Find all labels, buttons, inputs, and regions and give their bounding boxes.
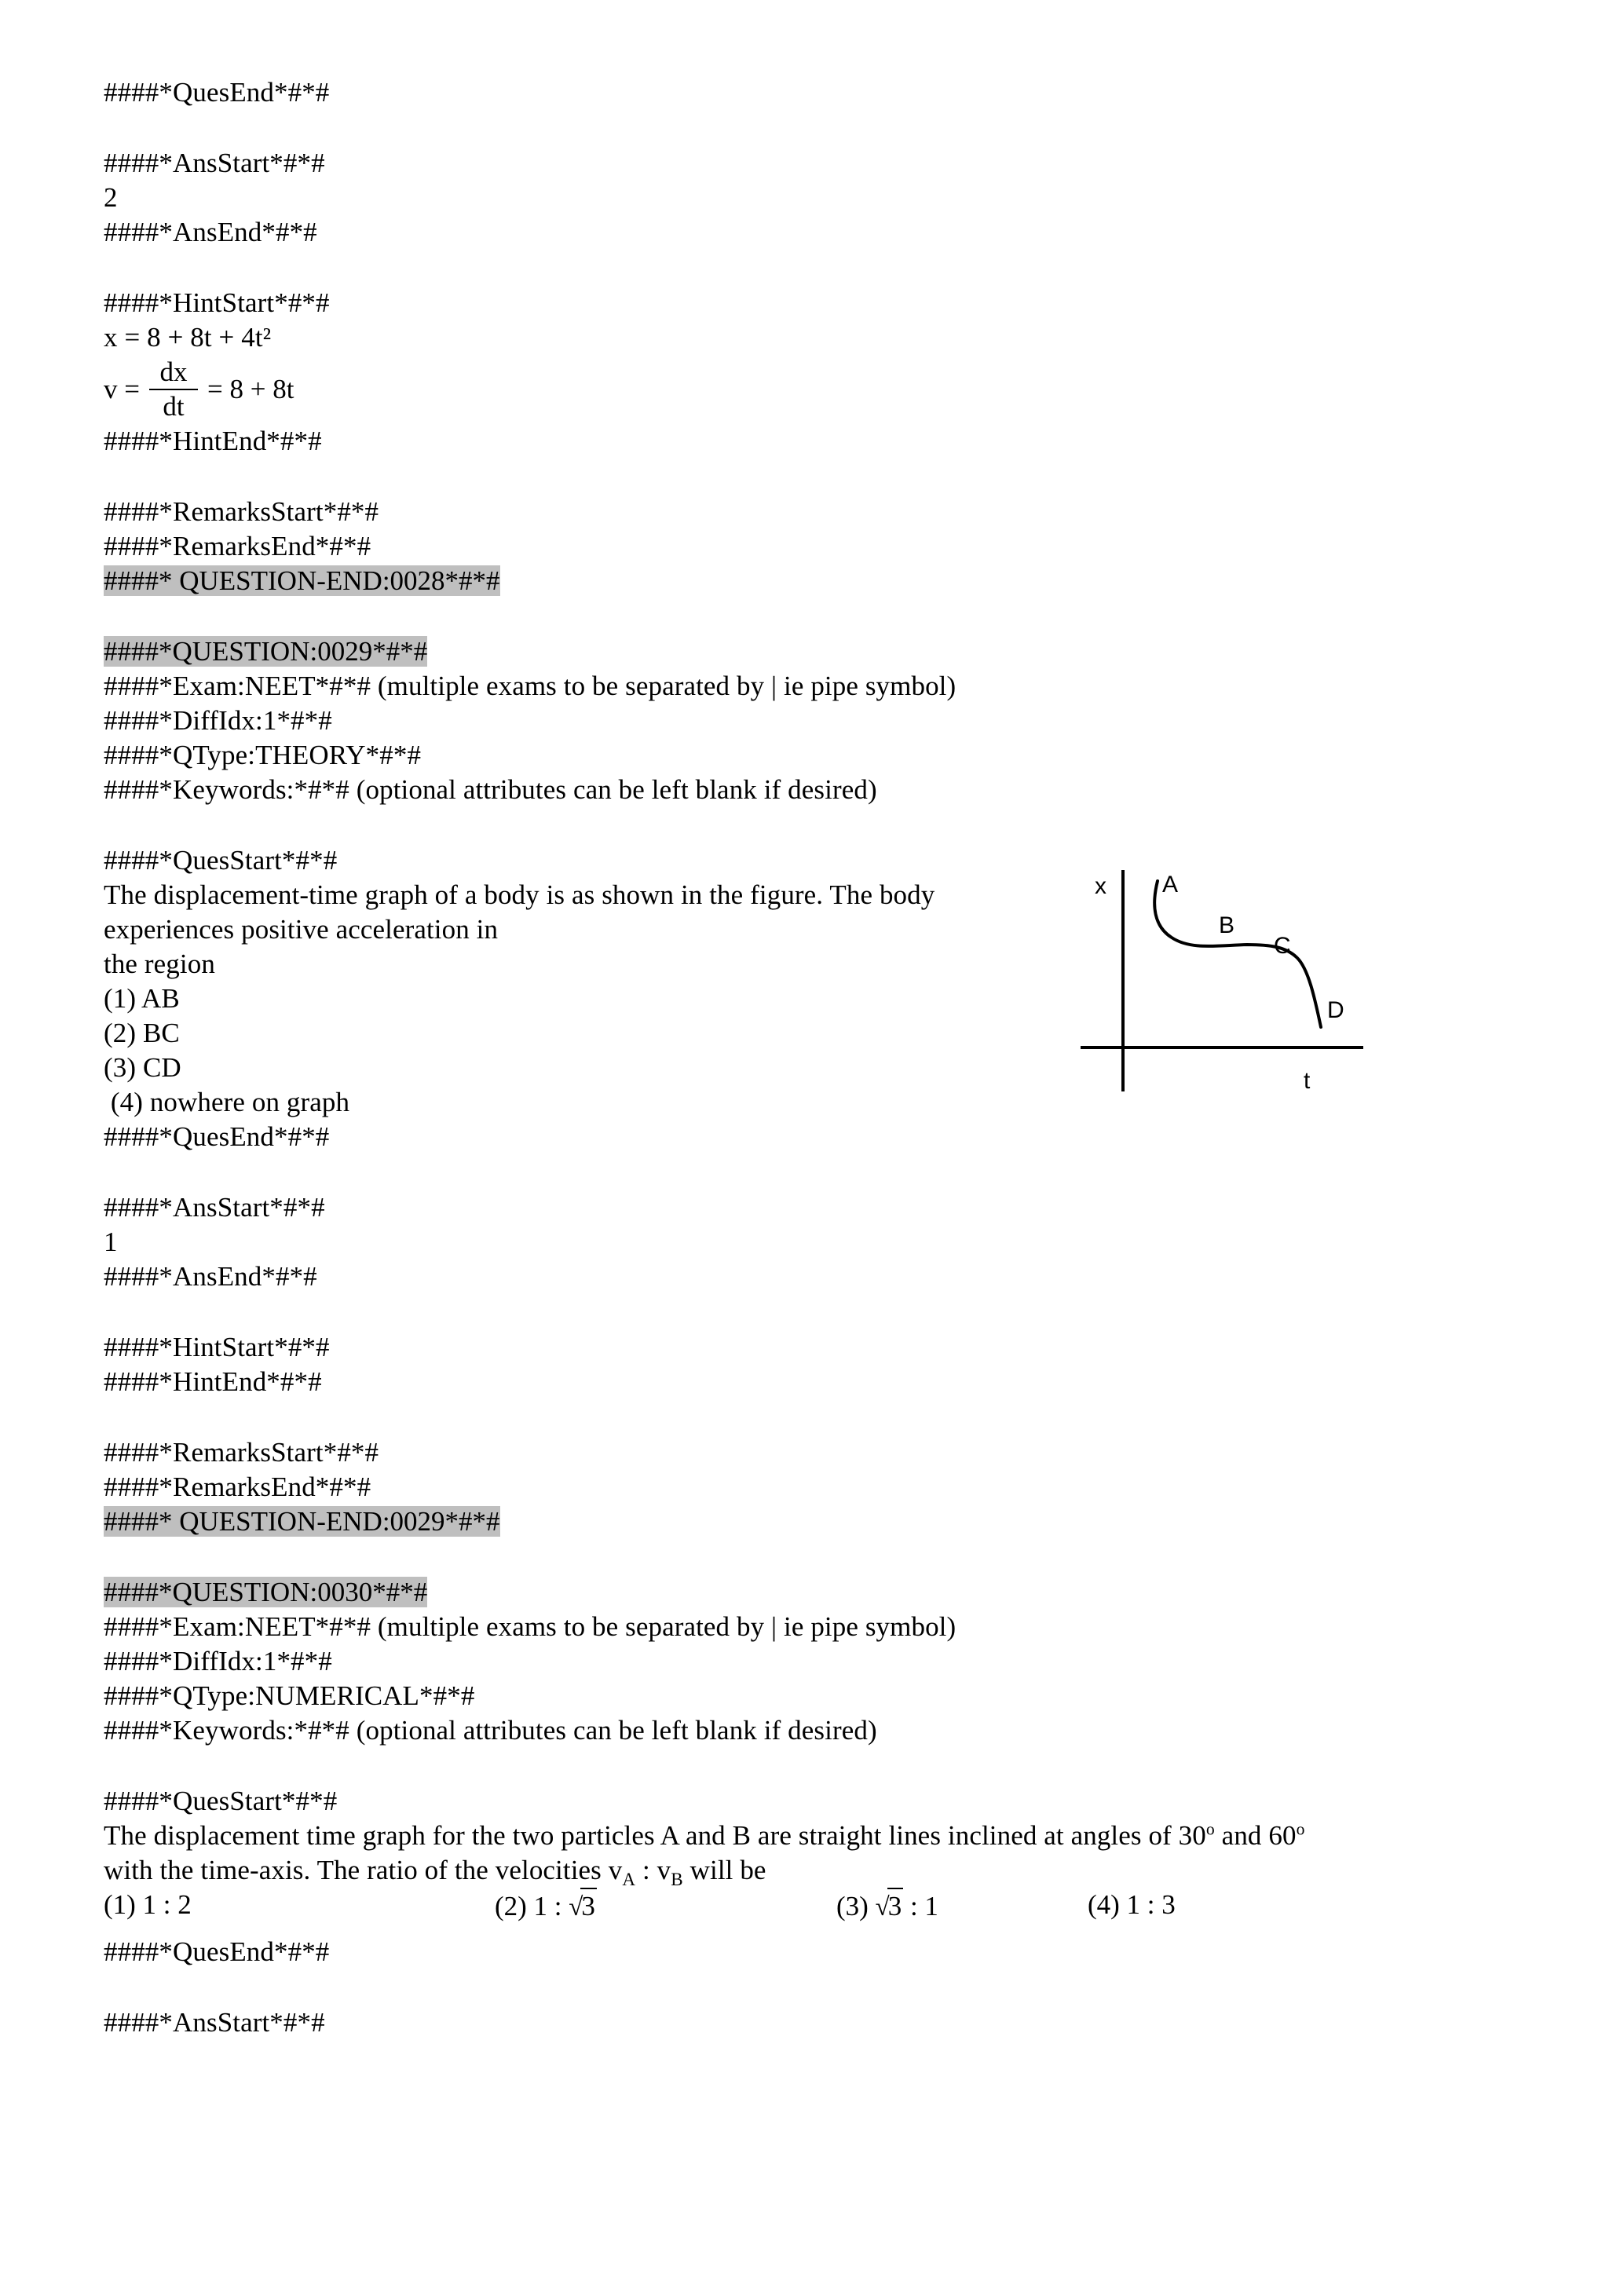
- qtype-attribute: ####*QType:NUMERICAL*#*#: [104, 1680, 475, 1711]
- point-label-B: B: [1219, 912, 1235, 938]
- graph-svg: [1076, 862, 1390, 1098]
- question-0029-option-4: (4) nowhere on graph: [104, 1087, 350, 1117]
- statement-part-b2: : v: [635, 1855, 671, 1885]
- ques-end-marker: ####*QuesEnd*#*#: [104, 1121, 330, 1152]
- degree-superscript-30: o: [1205, 1819, 1215, 1839]
- subscript-B: B: [671, 1869, 683, 1889]
- question-0030-option-2: [495, 1888, 597, 1925]
- answer-value: 2: [104, 182, 118, 213]
- radical-sign: √: [875, 1893, 890, 1921]
- x-axis-label: t: [1304, 1068, 1311, 1094]
- option-3-prefix: (3): [836, 1891, 876, 1921]
- displacement-curve: [1154, 881, 1321, 1027]
- question-0028-tail-block: [104, 75, 1520, 598]
- hint-end-marker: ####*HintEnd*#*#: [104, 426, 322, 456]
- answer-value: 1: [104, 1227, 118, 1257]
- question-statement-line-1: The displacement-time graph of a body is as shown in the figure. The body: [104, 879, 935, 910]
- exam-attribute: ####*Exam:NEET*#*# (multiple exams to be separated by | ie pipe symbol): [104, 1611, 956, 1642]
- ans-end-marker: ####*AnsEnd*#*#: [104, 1261, 317, 1292]
- radicand: 3: [580, 1888, 597, 1924]
- question-statement-line-3: the region: [104, 949, 215, 979]
- point-label-C: C: [1274, 933, 1291, 959]
- blank-line: [104, 1969, 1520, 2005]
- velocity-rhs: = 8 + 8t: [207, 374, 294, 404]
- question-0030-block: [104, 1575, 1520, 2040]
- fraction-denominator: dt: [163, 391, 185, 422]
- hint-start-marker: ####*HintStart*#*#: [104, 287, 330, 318]
- y-axis-label: x: [1095, 873, 1106, 899]
- hint-end-marker: ####*HintEnd*#*#: [104, 1366, 322, 1397]
- question-0030-option-3: [836, 1888, 938, 1925]
- option-3-suffix: : 1: [903, 1891, 938, 1921]
- remarks-end-marker: ####*RemarksEnd*#*#: [104, 531, 371, 561]
- hint-equation-displacement: x = 8 + 8t + 4t²: [104, 322, 272, 353]
- ques-end-marker: ####*QuesEnd*#*#: [104, 1936, 330, 1967]
- question-0029-option-2: (2) BC: [104, 1018, 180, 1048]
- blank-line: [104, 807, 1520, 843]
- blank-line: [104, 1399, 1520, 1435]
- blank-line: [104, 459, 1520, 495]
- question-0029-text: [104, 843, 1070, 1154]
- diffidx-attribute: ####*DiffIdx:1*#*#: [104, 705, 332, 736]
- radical-sign: √: [569, 1893, 583, 1921]
- blank-line: [104, 1748, 1520, 1784]
- question-0030-statement-line-2: [104, 1853, 1520, 1888]
- question-end-0029-marker: ####* QUESTION-END:0029*#*#: [104, 1506, 500, 1537]
- fraction-numerator: dx: [159, 356, 188, 387]
- hint-equation-velocity: [104, 352, 1520, 427]
- ques-start-marker: ####*QuesStart*#*#: [104, 1786, 338, 1816]
- remarks-end-marker: ####*RemarksEnd*#*#: [104, 1472, 371, 1502]
- derivative-fraction: [149, 356, 198, 422]
- remarks-start-marker: ####*RemarksStart*#*#: [104, 1437, 379, 1468]
- degree-superscript-60: o: [1296, 1819, 1305, 1839]
- radicand: 3: [887, 1888, 904, 1924]
- question-end-0028-line: [104, 564, 1520, 598]
- square-root-3: [569, 1888, 597, 1925]
- ans-end-marker: ####*AnsEnd*#*#: [104, 217, 317, 247]
- ques-end-marker: ####*QuesEnd*#*#: [104, 77, 330, 108]
- blank-line: [104, 1154, 1520, 1190]
- blank-line: [104, 110, 1520, 146]
- qtype-attribute: ####*QType:THEORY*#*#: [104, 740, 422, 770]
- point-label-D: D: [1327, 997, 1344, 1023]
- subscript-A: A: [622, 1869, 636, 1889]
- velocity-lhs: v =: [104, 374, 140, 404]
- statement-part-b3: will be: [682, 1855, 766, 1885]
- statement-part-b1: with the time-axis. The ratio of the velocities v: [104, 1855, 623, 1885]
- question-statement-line-2: experiences positive acceleration in: [104, 914, 499, 945]
- option-2-prefix: (2) 1 :: [495, 1891, 569, 1921]
- question-0030-options-row: [104, 1888, 1520, 1935]
- question-0030-statement-line-1: [104, 1819, 1520, 1853]
- ques-start-marker: ####*QuesStart*#*#: [104, 845, 338, 876]
- diffidx-attribute: ####*DiffIdx:1*#*#: [104, 1646, 332, 1676]
- hint-start-marker: ####*HintStart*#*#: [104, 1332, 330, 1362]
- question-0030-option-4: (4) 1 : 3: [1088, 1889, 1176, 1920]
- exam-attribute: ####*Exam:NEET*#*# (multiple exams to be separated by | ie pipe symbol): [104, 671, 956, 701]
- ans-start-marker: ####*AnsStart*#*#: [104, 2007, 325, 2038]
- ans-start-marker: ####*AnsStart*#*#: [104, 148, 325, 178]
- statement-part-a2: and 60: [1214, 1820, 1297, 1851]
- ans-start-marker: ####*AnsStart*#*#: [104, 1192, 325, 1223]
- blank-line: [104, 1539, 1520, 1575]
- question-0029-header: ####*QUESTION:0029*#*#: [104, 636, 428, 667]
- keywords-attribute: ####*Keywords:*#*# (optional attributes can be left blank if desired): [104, 1715, 877, 1746]
- point-label-A: A: [1162, 872, 1179, 898]
- remarks-start-marker: ####*RemarksStart*#*#: [104, 496, 379, 527]
- question-end-0029-line: [104, 1504, 1520, 1539]
- blank-line: [104, 250, 1520, 286]
- square-root-3: [876, 1888, 904, 1925]
- displacement-time-graph-figure: [1076, 862, 1390, 1098]
- question-0030-header-line: [104, 1575, 1520, 1610]
- question-0029-header-line: [104, 634, 1520, 669]
- blank-line: [104, 598, 1520, 634]
- question-0029-block: [104, 634, 1520, 1539]
- question-end-0028-marker: ####* QUESTION-END:0028*#*#: [104, 565, 500, 596]
- question-0030-option-1: (1) 1 : 2: [104, 1889, 192, 1920]
- question-0029-option-3: (3) CD: [104, 1052, 181, 1083]
- question-0029-body: [104, 843, 1520, 1154]
- question-0030-header: ####*QUESTION:0030*#*#: [104, 1577, 428, 1607]
- keywords-attribute: ####*Keywords:*#*# (optional attributes can be left blank if desired): [104, 774, 877, 805]
- statement-part-a1: The displacement time graph for the two particles A and B are straight lines inclined at angles of 30: [104, 1820, 1206, 1851]
- blank-line: [104, 1294, 1520, 1330]
- question-0029-option-1: (1) AB: [104, 983, 180, 1014]
